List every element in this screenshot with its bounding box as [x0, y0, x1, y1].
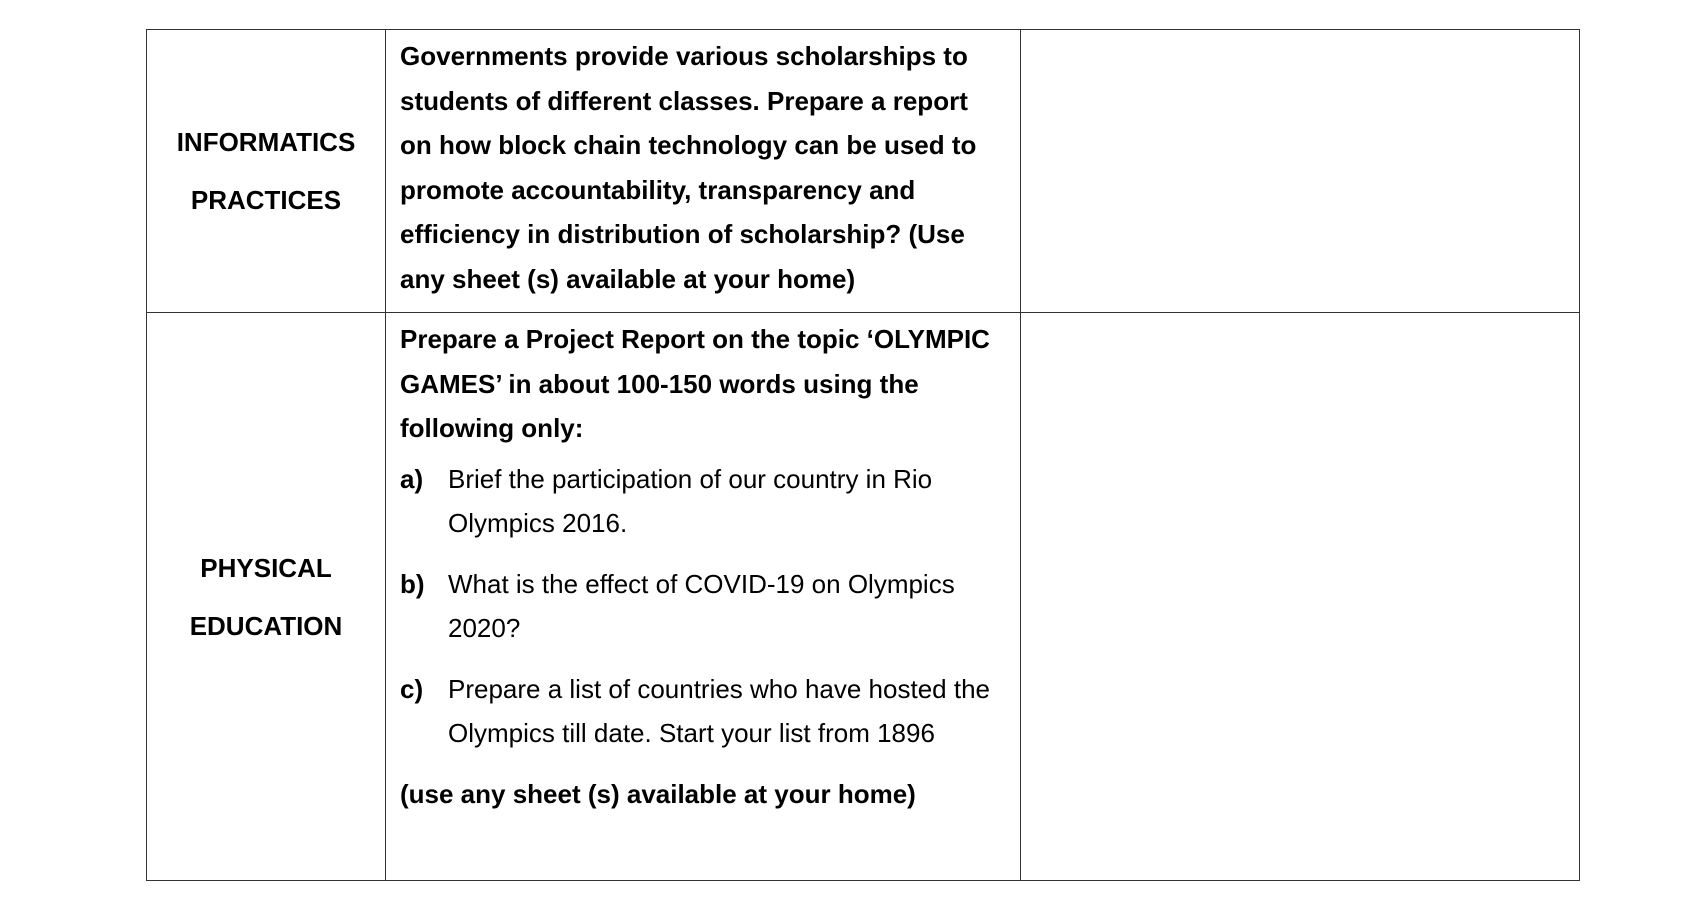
blank-cell: [1021, 30, 1580, 313]
list-item-text: Prepare a list of countries who have hosted the Olympics till date. Start your list from 1896: [448, 673, 990, 748]
subject-name-line: EDUCATION: [189, 610, 343, 641]
subject-name-line: PRACTICES: [190, 185, 342, 215]
task-item-list: [400, 457, 1006, 756]
list-item-marker: a): [400, 463, 424, 494]
table-row: [147, 30, 1580, 313]
list-item: [400, 457, 1006, 546]
list-item-marker: b): [400, 568, 425, 599]
task-description: Governments provide various scholarships to students of different classes. Prepare a report on how block chain technology can be used to promote accountability, transparency and efficiency in distribution of scholarship? (Use any sheet (s) available at your home): [400, 41, 977, 294]
task-closing-note: (use any sheet (s) available at your home): [400, 778, 916, 809]
blank-cell: [1021, 313, 1580, 881]
subject-cell: [147, 30, 386, 313]
list-item: [400, 562, 1006, 651]
task-intro: Prepare a Project Report on the topic ‘OLYMPIC GAMES’ in about 100-150 words using the following only:: [400, 324, 990, 443]
list-item-marker: c): [400, 673, 424, 704]
list-item-text: What is the effect of COVID-19 on Olympics 2020?: [448, 568, 955, 643]
list-item: [400, 667, 1006, 756]
subject-cell: [147, 313, 386, 881]
subject-name-line: INFORMATICS: [176, 127, 356, 157]
table-row: [147, 313, 1580, 881]
assignment-table: [146, 29, 1580, 881]
task-cell: [386, 313, 1021, 881]
task-cell: [386, 30, 1021, 313]
subject-name-line: PHYSICAL: [200, 552, 332, 583]
list-item-text: Brief the participation of our country in Rio Olympics 2016.: [448, 463, 933, 538]
